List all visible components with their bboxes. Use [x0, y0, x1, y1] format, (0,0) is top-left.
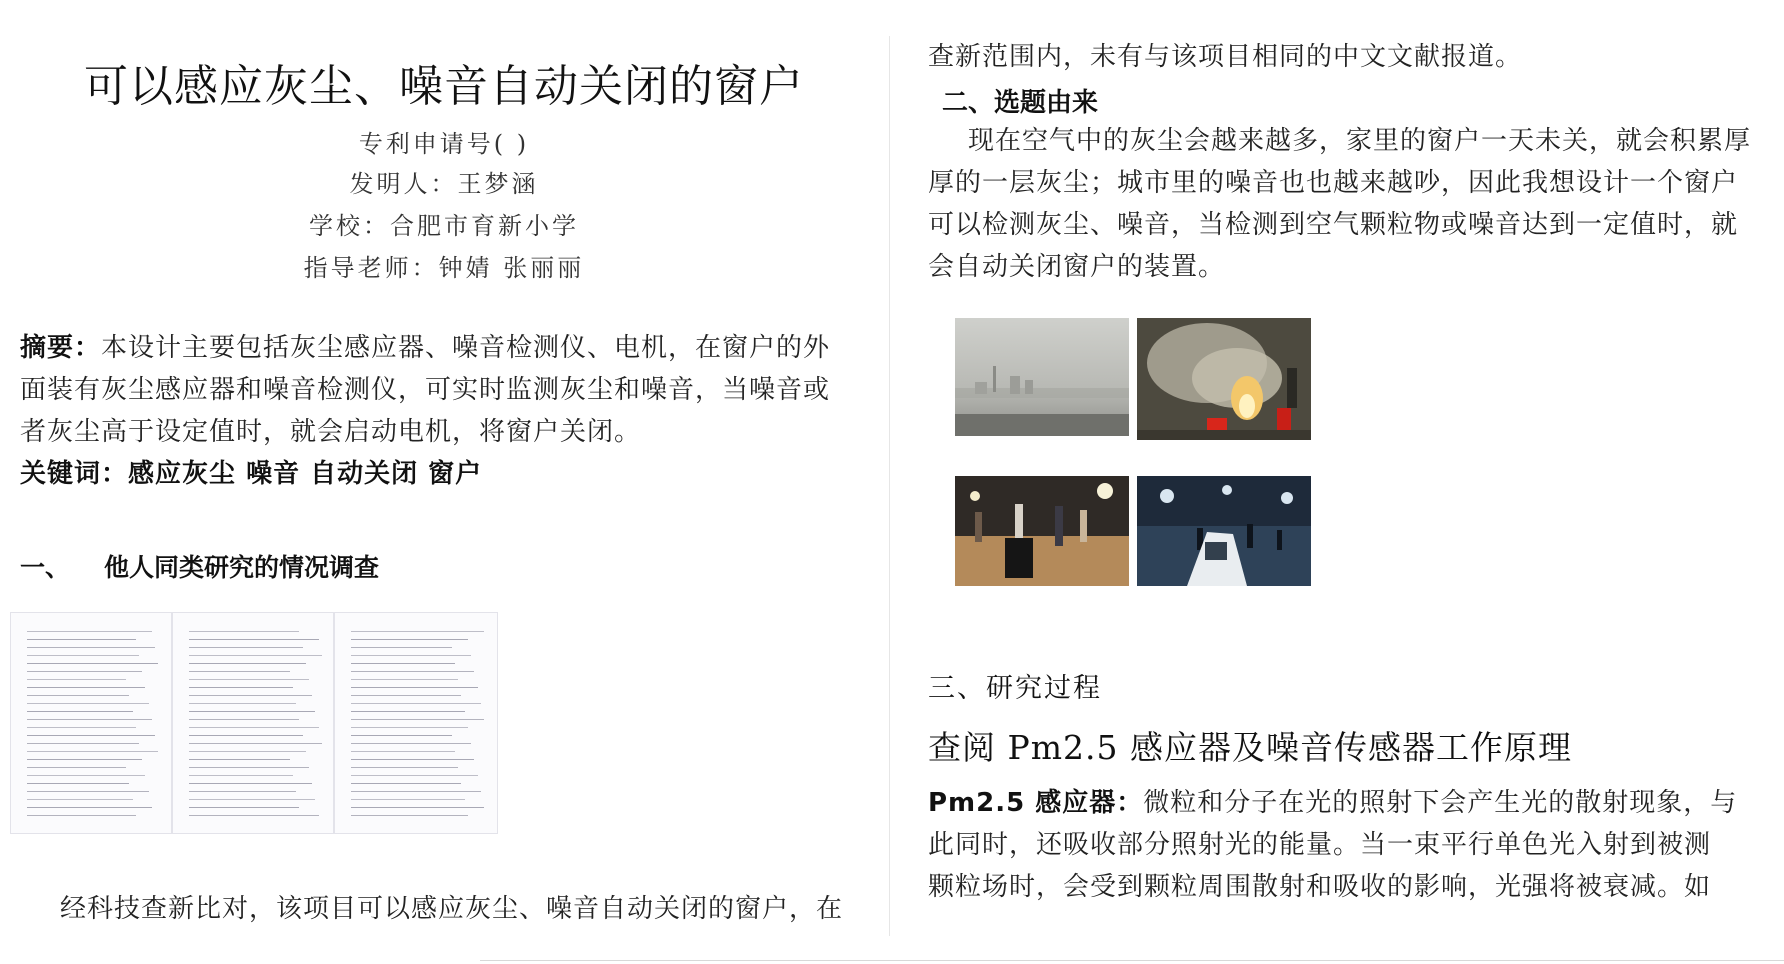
document-text-line: [351, 727, 468, 728]
section-1-title: 他人同类研究的情况调查: [104, 553, 380, 582]
advisor: 指导老师：钟婧 张丽丽: [303, 254, 585, 282]
document-text-line: [189, 719, 299, 720]
document-text-line: [27, 711, 133, 712]
pm25-line-3: 颗粒场时，会受到颗粒周围散射和吸收的影响，光强将被衰减。如: [928, 872, 1712, 902]
document-text-line: [189, 663, 306, 664]
origin-line-1: 现在空气中的灰尘会越来越多，家里的窗户一天未关，就会积累厚: [968, 126, 1752, 156]
document-text-line: [27, 663, 158, 664]
document-text-line: [189, 775, 293, 776]
document-text-line: [189, 735, 303, 736]
document-text-line: [27, 807, 152, 808]
document-text-line: [27, 743, 139, 744]
document-text-line: [351, 783, 461, 784]
document-text-line: [189, 639, 319, 640]
document-text-line: [189, 703, 296, 704]
document-text-line: [189, 695, 312, 696]
abstract-label: 摘要：: [20, 333, 102, 363]
document-text-line: [189, 759, 290, 760]
document-text-line: [189, 655, 322, 656]
document-text-line: [189, 687, 293, 688]
document-text-line: [351, 719, 484, 720]
document-text-line: [351, 687, 477, 688]
document-text-line: [27, 703, 149, 704]
search-result-text: 经科技查新比对，该项目可以感应灰尘、噪音自动关闭的窗户，在: [60, 894, 844, 924]
right-page: [892, 0, 1784, 964]
document-text-line: [189, 711, 315, 712]
document-text-line: [351, 751, 455, 752]
inventor: 发明人：王梦涵: [349, 170, 539, 198]
document-text-line: [189, 767, 309, 768]
origin-paragraph: [928, 120, 1778, 288]
pm25-label: Pm2.5 感应器：: [928, 788, 1144, 818]
document-text-line: [27, 783, 129, 784]
keywords: [20, 453, 880, 495]
document-text-line: [27, 631, 152, 632]
origin-line-3: 可以检测灰尘、噪音，当检测到空气颗粒物或噪音达到一定值时，就: [928, 210, 1739, 240]
document-text-line: [189, 679, 309, 680]
document-text-line: [351, 671, 474, 672]
document-text-line: [27, 767, 126, 768]
document-text-line: [351, 735, 451, 736]
pm25-line-2: 此同时，还吸收部分照射光的能量。当一束平行单色光入射到被测: [928, 830, 1712, 860]
document-text-line: [189, 743, 322, 744]
origin-line-4: 会自动关闭窗户的装置。: [928, 252, 1226, 282]
document-text-line: [351, 711, 464, 712]
document-text-line: [27, 687, 145, 688]
section-1-number: 一、: [20, 553, 71, 582]
document-text-line: [351, 655, 471, 656]
document-text-line: [27, 815, 136, 816]
document-text-line: [351, 631, 484, 632]
document-thumbnail-1: [10, 612, 172, 834]
section-3-heading: 三、研究过程: [928, 673, 1102, 704]
document-text-line: [189, 815, 319, 816]
document-text-line: [189, 671, 290, 672]
document-text-line: [189, 631, 299, 632]
document-text-line: [27, 759, 142, 760]
pm25-paragraph: [928, 782, 1778, 908]
document-text-line: [351, 791, 481, 792]
page-divider: [889, 36, 890, 936]
keywords-text: 感应灰尘 噪音 自动关闭 窗户: [128, 459, 483, 489]
patent-number: 专利申请号( ): [358, 130, 530, 158]
document-text-line: [27, 775, 145, 776]
abstract: [20, 327, 880, 495]
document-text-line: [27, 735, 155, 736]
document-text-line: [351, 815, 468, 816]
section-2-heading: 二、选题由来: [942, 88, 1099, 118]
document-text-line: [27, 695, 129, 696]
document-text-line: [27, 639, 136, 640]
school: 学校：合肥市育新小学: [309, 212, 579, 240]
document-text-line: [189, 727, 319, 728]
page-bottom-border: [480, 960, 1784, 961]
document-text-line: [189, 807, 299, 808]
subheading: 查阅 Pm2.5 感应器及噪音传感器工作原理: [928, 728, 1572, 767]
document-text-line: [27, 671, 142, 672]
document-text-line: [27, 727, 136, 728]
document-text-line: [189, 751, 306, 752]
document-text-line: [351, 775, 477, 776]
document-text-line: [27, 791, 149, 792]
continuation-text: 查新范围内，未有与该项目相同的中文文献报道。: [928, 42, 1523, 72]
abstract-line-3: 者灰尘高于设定值时，就会启动电机，将窗户关闭。: [20, 417, 642, 447]
document-text-line: [351, 679, 458, 680]
left-page: [0, 0, 888, 964]
document-text-line: [351, 639, 468, 640]
document-thumbnail-3: [334, 612, 498, 834]
document-text-line: [27, 751, 158, 752]
document-text-line: [27, 719, 152, 720]
document-text-line: [27, 655, 139, 656]
origin-line-2: 厚的一层灰尘；城市里的噪音也也越来越吵，因此我想设计一个窗户: [928, 168, 1739, 198]
document-text-line: [189, 647, 303, 648]
document-text-line: [27, 799, 133, 800]
document-text-line: [351, 807, 484, 808]
document-title: 可以感应灰尘、噪音自动关闭的窗户: [84, 61, 804, 112]
pm25-line-1: 微粒和分子在光的照射下会产生光的散射现象，与: [1143, 788, 1738, 818]
document-text-line: [351, 647, 451, 648]
document-text-line: [351, 743, 471, 744]
document-text-line: [351, 767, 458, 768]
document-text-line: [189, 783, 312, 784]
document-text-line: [351, 799, 464, 800]
square-dance-photo: [955, 476, 1129, 586]
document-text-line: [351, 759, 474, 760]
abstract-line-2: 面装有灰尘感应器和噪音检测仪，可实时监测灰尘和噪音，当噪音或: [20, 375, 831, 405]
document-text-line: [351, 703, 481, 704]
noise-meter-photo: [1137, 476, 1311, 586]
document-text-line: [351, 663, 455, 664]
firecracker-photo: [1137, 318, 1311, 440]
document-text-line: [189, 791, 296, 792]
abstract-line-1: 本设计主要包括灰尘感应器、噪音检测仪、电机，在窗户的外: [101, 333, 831, 363]
document-text-line: [27, 679, 126, 680]
document-text-line: [27, 647, 155, 648]
document-thumbnail-2: [172, 612, 334, 834]
smog-city-photo: [955, 318, 1129, 436]
keywords-label: 关键词：: [20, 459, 129, 489]
document-text-line: [351, 695, 461, 696]
document-text-line: [189, 799, 315, 800]
